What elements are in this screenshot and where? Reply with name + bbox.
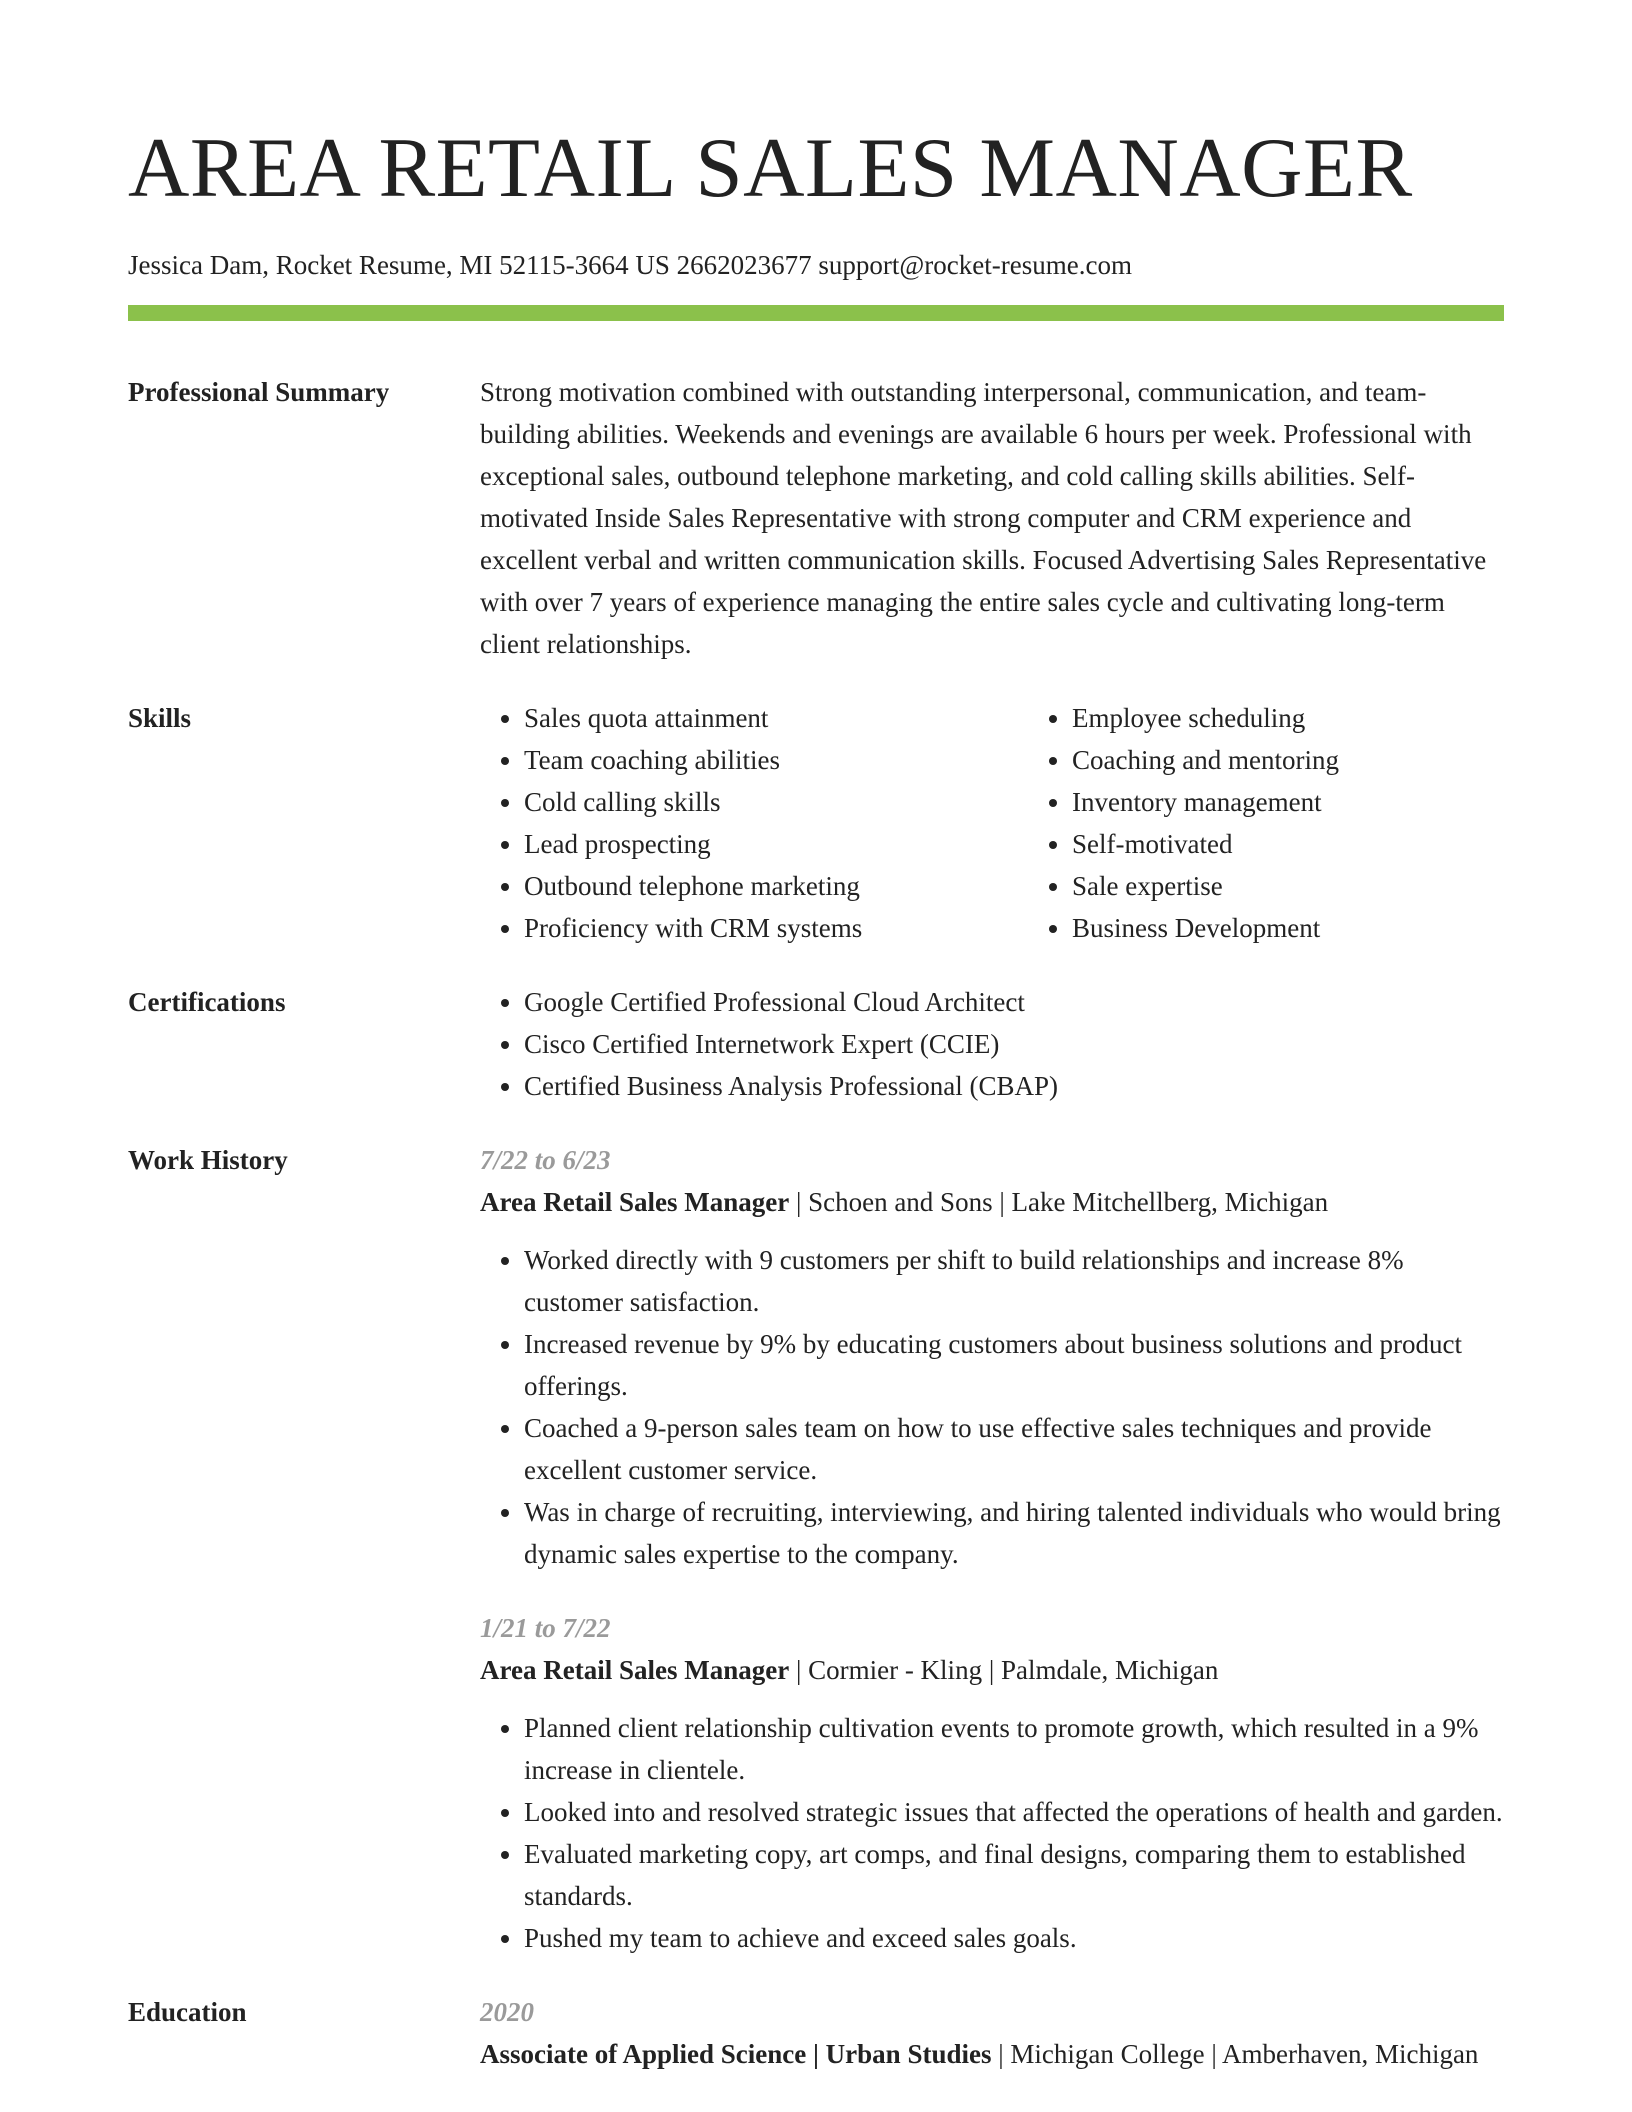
education-section bbox=[128, 1991, 1504, 2075]
job-bullet: • Planned client relationship cultivation events to promote growth, which resulted in a 9% increase in clientele. bbox=[524, 1707, 1504, 1791]
job-bullets bbox=[480, 1707, 1504, 1959]
certifications-list bbox=[480, 981, 1504, 1107]
summary-body bbox=[480, 371, 1504, 665]
job-role-line bbox=[480, 1181, 1504, 1223]
job-entry bbox=[480, 1607, 1504, 1959]
certification-item: • Google Certified Professional Cloud Architect bbox=[524, 981, 1504, 1023]
skill-item: • Outbound telephone marketing bbox=[524, 865, 1028, 907]
skill-item: • Business Development bbox=[1072, 907, 1576, 949]
education-year: 2020 bbox=[480, 1997, 534, 2027]
job-bullet: • Increased revenue by 9% by educating customers about business solutions and product offerings. bbox=[524, 1323, 1504, 1407]
job-bullet: • Looked into and resolved strategic issues that affected the operations of health and garden. bbox=[524, 1791, 1504, 1833]
job-title: Area Retail Sales Manager bbox=[480, 1187, 790, 1217]
skills-list-left bbox=[480, 697, 1028, 949]
skill-item: • Cold calling skills bbox=[524, 781, 1028, 823]
skill-item: • Inventory management bbox=[1072, 781, 1576, 823]
section-heading: Certifications bbox=[128, 987, 286, 1017]
certification-item: • Certified Business Analysis Professional (CBAP) bbox=[524, 1065, 1504, 1107]
education-line bbox=[480, 2033, 1504, 2075]
section-heading: Work History bbox=[128, 1145, 288, 1175]
skill-item: • Lead prospecting bbox=[524, 823, 1028, 865]
skill-item: • Coaching and mentoring bbox=[1072, 739, 1576, 781]
certification-item: • Cisco Certified Internetwork Expert (CCIE) bbox=[524, 1023, 1504, 1065]
job-bullet: • Evaluated marketing copy, art comps, and final designs, comparing them to established standards. bbox=[524, 1833, 1504, 1917]
skill-item: • Employee scheduling bbox=[1072, 697, 1576, 739]
job-bullet: • Pushed my team to achieve and exceed sales goals. bbox=[524, 1917, 1504, 1959]
summary-section bbox=[128, 371, 1504, 665]
job-dates: 7/22 to 6/23 bbox=[480, 1145, 611, 1175]
resume-title: AREA RETAIL SALES MANAGER bbox=[128, 121, 1413, 215]
section-heading: Skills bbox=[128, 703, 192, 733]
job-role-line bbox=[480, 1649, 1504, 1691]
education-degree: Associate of Applied Science | Urban Studies bbox=[480, 2039, 992, 2069]
contact-line: Jessica Dam, Rocket Resume, MI 52115-3664 US 2662023677 support@rocket-resume.com bbox=[128, 250, 1132, 280]
skill-item: • Sales quota attainment bbox=[524, 697, 1028, 739]
summary-text: Strong motivation combined with outstanding interpersonal, communication, and team-building abilities. Weekends and evenings are available 6 hours per week. Professional with exceptional sales, outbound telephone marketing, and cold calling skills abilities. Self-motivated Inside Sales Representative with strong computer and CRM experience and excellent verbal and written communication skills. Focused Advertising Sales Representative with over 7 years of experience managing the entire sales cycle and cultivating long-term client relationships. bbox=[480, 377, 1487, 659]
education-school-location: | Michigan College | Amberhaven, Michigan bbox=[991, 2039, 1479, 2069]
job-bullet: • Was in charge of recruiting, interviewing, and hiring talented individuals who would bring dynamic sales expertise to the company. bbox=[524, 1491, 1504, 1575]
job-dates: 1/21 to 7/22 bbox=[480, 1613, 611, 1643]
job-bullet: • Coached a 9-person sales team on how to use effective sales techniques and provide excellent customer service. bbox=[524, 1407, 1504, 1491]
section-heading: Professional Summary bbox=[128, 377, 390, 407]
skill-item: • Proficiency with CRM systems bbox=[524, 907, 1028, 949]
section-heading: Education bbox=[128, 1997, 247, 2027]
skills-columns bbox=[480, 697, 1576, 949]
accent-divider bbox=[128, 305, 1504, 321]
job-title: Area Retail Sales Manager bbox=[480, 1655, 790, 1685]
job-employer-location: | Schoen and Sons | Lake Mitchellberg, Michigan bbox=[789, 1187, 1329, 1217]
skills-section bbox=[128, 697, 1504, 949]
job-employer-location: | Cormier - Kling | Palmdale, Michigan bbox=[789, 1655, 1219, 1685]
job-entry bbox=[480, 1139, 1504, 1575]
work-history-body bbox=[480, 1139, 1504, 1959]
job-bullet: • Worked directly with 9 customers per shift to build relationships and increase 8% customer satisfaction. bbox=[524, 1239, 1504, 1323]
certifications-section bbox=[128, 981, 1504, 1107]
skill-item: • Team coaching abilities bbox=[524, 739, 1028, 781]
skills-list-right bbox=[1028, 697, 1576, 949]
work-history-section bbox=[128, 1139, 1504, 1959]
skill-item: • Self-motivated bbox=[1072, 823, 1576, 865]
skill-item: • Sale expertise bbox=[1072, 865, 1576, 907]
certifications-body bbox=[480, 981, 1504, 1107]
education-body bbox=[480, 1991, 1504, 2075]
job-bullets bbox=[480, 1239, 1504, 1575]
